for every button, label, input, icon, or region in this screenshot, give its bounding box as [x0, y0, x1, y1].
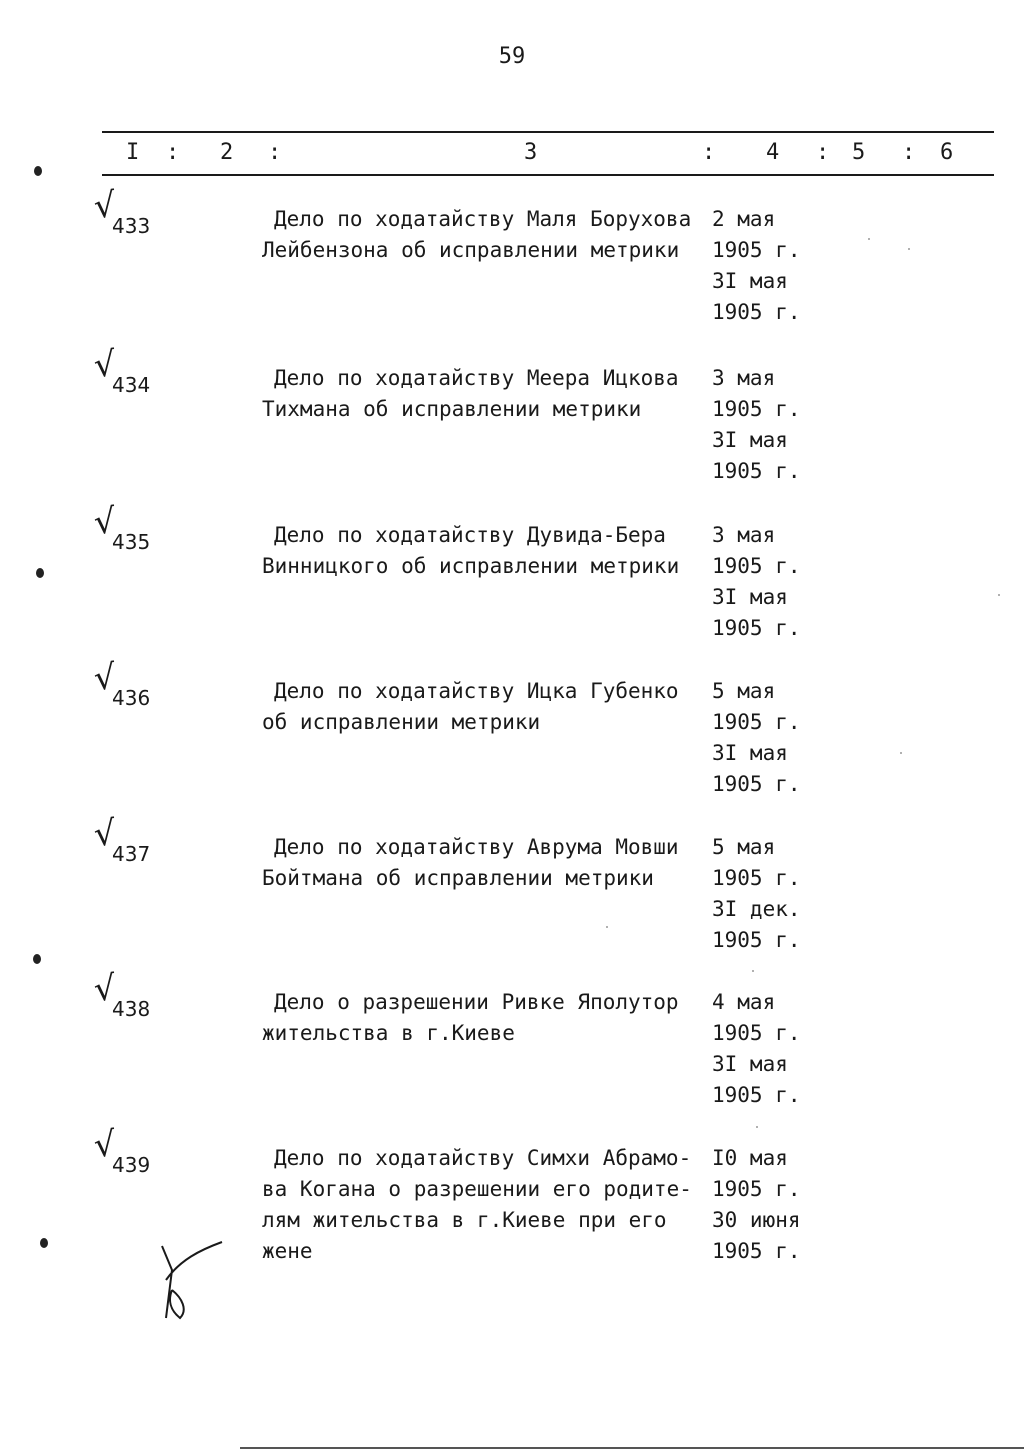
- checkmark-icon: √: [91, 967, 118, 1011]
- checkmark-icon: √: [91, 656, 118, 700]
- entry: [0, 184, 1024, 354]
- handwritten-mark-icon: [150, 1240, 230, 1320]
- checkmark-icon: √: [91, 500, 118, 544]
- title-line: Дело о разрешении Ривке Яполутор: [274, 990, 679, 1014]
- header-col-2: 2: [220, 140, 234, 165]
- title-line: Лейбензона об исправлении метрики: [262, 238, 680, 262]
- date-line: 4 мая: [712, 990, 776, 1014]
- header-rule-bottom: [102, 174, 994, 176]
- entry-dates: [712, 832, 801, 956]
- checkmark-icon: √: [91, 812, 118, 856]
- binding-hole: [34, 166, 42, 176]
- entry-title: [262, 520, 707, 582]
- date-line: 1905 г.: [712, 459, 801, 483]
- date-line: 1905 г.: [712, 300, 801, 324]
- binding-hole: [40, 1238, 48, 1248]
- title-line: Дело по ходатайству Дувида-Бера: [274, 523, 666, 547]
- title-line: Дело по ходатайству Маля Борухова: [274, 207, 692, 231]
- date-line: 5 мая: [712, 835, 776, 859]
- entry-title: [262, 363, 707, 425]
- header-col-5: 5: [852, 140, 866, 165]
- date-line: 5 мая: [712, 679, 776, 703]
- date-line: 30 июня: [712, 1208, 801, 1232]
- speck: [606, 926, 608, 928]
- entry: [0, 343, 1024, 513]
- entry: [0, 656, 1024, 826]
- entry-dates: [712, 204, 801, 328]
- title-line: лям жительства в г.Киеве при его: [262, 1208, 667, 1232]
- title-line: жительства в г.Киеве: [262, 1021, 515, 1045]
- date-line: 3 мая: [712, 523, 776, 547]
- title-line: Дело по ходатайству Меера Ицкова: [274, 366, 679, 390]
- entry-number: 439: [112, 1153, 151, 1177]
- binding-hole: [36, 568, 44, 578]
- entry-dates: [712, 1143, 801, 1267]
- date-line: 1905 г.: [712, 616, 801, 640]
- entry-title: [262, 1143, 707, 1267]
- date-line: 1905 г.: [712, 1021, 801, 1045]
- header-separator: :: [268, 140, 282, 165]
- title-line: Бойтмана об исправлении метрики: [262, 866, 654, 890]
- entry-number: 436: [112, 686, 151, 710]
- entry-title: [262, 987, 707, 1049]
- title-line: Тихмана об исправлении метрики: [262, 397, 642, 421]
- date-line: 3 мая: [712, 366, 776, 390]
- speck: [756, 1126, 758, 1128]
- checkmark-icon: √: [91, 1123, 118, 1167]
- date-line: 3I мая: [712, 428, 788, 452]
- date-line: 1905 г.: [712, 710, 801, 734]
- header-separator: :: [816, 140, 830, 165]
- date-line: 1905 г.: [712, 554, 801, 578]
- entry-number: 438: [112, 997, 151, 1021]
- speck: [752, 970, 754, 972]
- entry-number: 433: [112, 214, 151, 238]
- header-col-6: 6: [940, 140, 954, 165]
- title-line: Дело по ходатайству Аврума Мовши: [274, 835, 679, 859]
- header-col-4: 4: [766, 140, 780, 165]
- header-separator: :: [166, 140, 180, 165]
- header-separator: :: [902, 140, 916, 165]
- title-line: Винницкого об исправлении метрики: [262, 554, 680, 578]
- header-col-1: I: [126, 140, 140, 165]
- title-line: ва Когана о разрешении его родите-: [262, 1177, 692, 1201]
- title-line: Дело по ходатайству Ицка Губенко: [274, 679, 679, 703]
- entry: [0, 812, 1024, 982]
- entry: [0, 967, 1024, 1137]
- date-line: 1905 г.: [712, 866, 801, 890]
- date-line: 1905 г.: [712, 1083, 801, 1107]
- date-line: 1905 г.: [712, 1239, 801, 1263]
- date-line: 1905 г.: [712, 397, 801, 421]
- entry-dates: [712, 363, 801, 487]
- entry-number: 437: [112, 842, 151, 866]
- title-line: Дело по ходатайству Симхи Абрамо-: [274, 1146, 692, 1170]
- title-line: жене: [262, 1239, 313, 1263]
- entry-title: [262, 204, 707, 266]
- entry-title: [262, 676, 707, 738]
- page-bottom-edge: [240, 1447, 1024, 1449]
- entry-dates: [712, 987, 801, 1111]
- header-rule-top: [102, 131, 994, 133]
- entry-number: 435: [112, 530, 151, 554]
- checkmark-icon: √: [91, 184, 118, 228]
- date-line: 1905 г.: [712, 772, 801, 796]
- speck: [998, 594, 1000, 596]
- entry-title: [262, 832, 707, 894]
- date-line: 3I мая: [712, 1052, 788, 1076]
- date-line: 1905 г.: [712, 928, 801, 952]
- date-line: 1905 г.: [712, 1177, 801, 1201]
- speck: [908, 248, 910, 250]
- entry-number: 434: [112, 373, 151, 397]
- date-line: 1905 г.: [712, 238, 801, 262]
- binding-hole: [33, 954, 41, 964]
- title-line: об исправлении метрики: [262, 710, 541, 734]
- entry: [0, 500, 1024, 670]
- date-line: 2 мая: [712, 207, 776, 231]
- speck: [868, 238, 870, 240]
- speck: [900, 752, 902, 754]
- entry-dates: [712, 676, 801, 800]
- page-number: 59: [498, 44, 526, 69]
- header-separator: :: [702, 140, 716, 165]
- date-line: I0 мая: [712, 1146, 788, 1170]
- date-line: 3I дек.: [712, 897, 801, 921]
- entry-dates: [712, 520, 801, 644]
- checkmark-icon: √: [91, 343, 118, 387]
- date-line: 3I мая: [712, 585, 788, 609]
- header-col-3: 3: [524, 140, 538, 165]
- date-line: 3I мая: [712, 269, 788, 293]
- date-line: 3I мая: [712, 741, 788, 765]
